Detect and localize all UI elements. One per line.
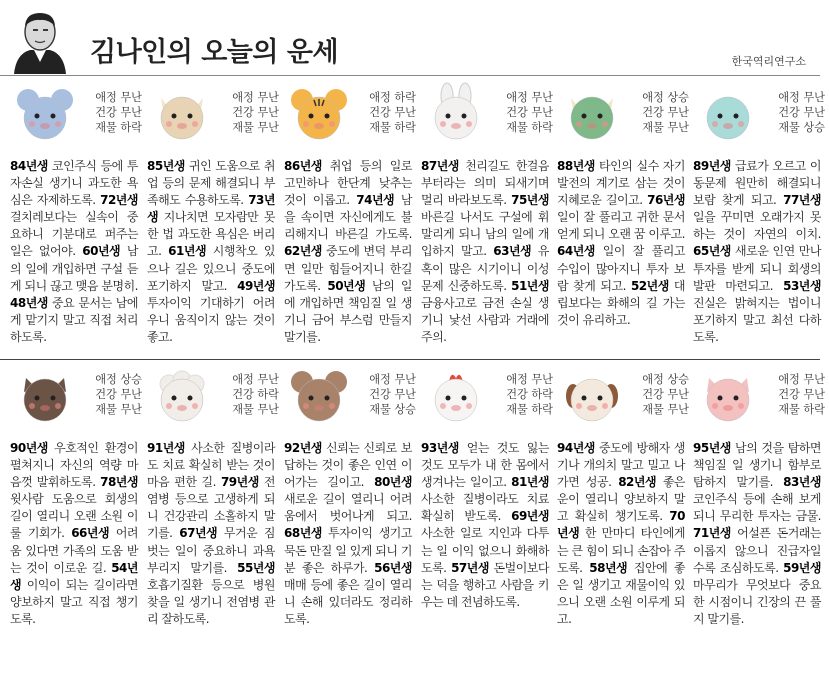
fortune-sentence: 한 만마디 타인에게는 큰 힘이 되니 손잡아 주도록. [557,526,685,575]
fortune-text [147,440,275,628]
fortune-text [693,158,821,346]
fortune-summary [346,90,416,135]
dog-icon [559,366,625,428]
birth-year: 85년생 [147,159,185,173]
fortune-line: 건강 하락 [232,388,279,401]
source-label: 한국역리연구소 [731,55,806,68]
birth-year: 64년생 [557,244,595,259]
fortune-line: 재물 무난 [95,403,142,416]
monkey-icon [286,366,352,428]
zodiac-cell-rat [10,80,146,360]
fortune-sentence: 사소한 질병이라도 치료 확실히 받도록. [421,492,549,524]
fortune-line: 재물 상승 [369,403,416,416]
zodiac-cell-tiger [284,80,420,360]
birth-year: 63년생 [493,244,532,259]
fortune-sentence: 어려움 있다면 가족의 도움 받는 것이 이로운 길. [10,526,139,575]
birth-year: 93년생 [421,441,459,455]
birth-year: 71년생 [693,526,731,541]
rabbit-icon [423,84,489,146]
fortune-line: 재물 상승 [778,121,825,134]
fortune-summary [619,90,689,135]
fortune-line: 애정 무난 [506,373,553,386]
zodiac-cell-rooster [421,362,557,642]
divider-top [0,75,820,76]
fortune-sentence: 남의 것을 탐하면 책임질 일 생기니 함부로 탐하지 말기를. [693,441,821,490]
fortune-line: 재물 하락 [369,121,416,134]
birth-year: 58년생 [589,560,628,575]
pig-icon [695,366,761,428]
birth-year: 79년생 [220,475,259,490]
fortune-sentence: 투자이익 생기고 묵돈 만질 일 있게 되니 기분 좋은 하루가. [284,526,412,575]
fortune-line: 애정 무난 [369,373,416,386]
fortune-sentence: 중요 문서는 남에게 맡기지 말고 직접 처리하도록. [10,295,138,344]
birth-year: 83년생 [783,475,821,490]
zodiac-cell-ox [147,80,283,360]
birth-year: 52년생 [630,278,669,293]
fortune-sentence: 일을 꾸미면 오래가지 못하는 것이 자연의 이치. [693,210,821,242]
fortune-sentence: 사소한 질병이라도 치료 확실히 받는 것이 마음 편한 길. [147,441,275,490]
birth-year: 55년생 [237,560,275,575]
birth-year: 94년생 [557,441,595,455]
birth-year: 77년생 [783,193,821,208]
fortune-text [284,158,412,346]
fortune-sentence: 취업 등의 일로 고민하나 한단계 낮추는 것이 이롭고. [284,159,412,208]
fortune-sentence: 신뢰는 신뢰로 보답하는 것이 좋은 인연 이어가는 길이고. [284,441,412,490]
fortune-line: 건강 무난 [778,106,825,119]
fortune-text [693,440,821,628]
fortune-summary [72,372,142,417]
fortune-sentence: 무거운 짐 벗는 일이 중요하니 과욕 부리지 말기를. [147,526,275,575]
fortune-sentence: 좋은 운이 열리니 양보하지 말고 확실히 챙기도록. [557,475,686,524]
rooster-icon [423,366,489,428]
fortune-text [421,158,549,346]
fortune-sentence: 집안에 좋은 일 생기고 재물이익 있으니 오랜 소원 이루게 되고. [557,560,685,626]
fortune-sentence: 중도에 방해자 생기나 개의치 말고 밀고 나가면 성공. [557,441,685,490]
fortune-line: 건강 무난 [95,388,142,401]
fortune-summary [209,90,279,135]
author-portrait [8,8,72,74]
birth-year: 65년생 [693,244,731,259]
tiger-icon [286,84,352,146]
fortune-sentence: 타인의 실수 자기발전의 계기로 삼는 것이 지혜로운 길이고. [557,159,685,208]
fortune-line: 애정 무난 [778,373,825,386]
birth-year: 90년생 [10,441,48,455]
birth-year: 57년생 [451,560,489,575]
fortune-line: 건강 무난 [506,106,553,119]
fortune-sentence: 남을 속이면 자신에게도 불리해지니 바른길 가도록. [284,193,412,242]
birth-year: 78년생 [100,475,138,490]
dragon-icon [559,84,625,146]
birth-year: 53년생 [783,278,821,293]
fortune-sentence: 어설픈 돈거래는 이롭지 않으니 진급자일수록 조심하도록. [693,526,821,575]
header [0,0,820,76]
fortune-line: 애정 상승 [642,373,689,386]
fortune-sentence: 남의 일에 개입하면 책임질 일 생기니 금어 부스럼 만들지 말기를. [284,278,413,344]
fortune-text [10,440,138,628]
fortune-sentence: 돈벌이보다는 덕을 행하고 사람을 키우는 데 전념하도록. [421,560,549,609]
zodiac-cell-sheep [147,362,283,642]
fortune-text [557,158,685,329]
fortune-sentence: 코인주식 등에 손해 보게 되니 무리한 투자는 금물. [693,492,821,524]
birth-year: 62년생 [284,244,322,259]
snake-icon [695,84,761,146]
zodiac-cell-pig [693,362,829,642]
birth-year: 66년생 [71,526,110,541]
rat-icon [12,84,78,146]
fortune-sentence: 코인주식 등에 투자손실 생기니 과도한 욕심은 자제하도록. [10,159,138,208]
fortune-sentence: 남의 일에 개입하면 구설 듣게 되니 끊고 맺음 분명히. [10,244,138,293]
fortune-line: 건강 무난 [95,106,142,119]
zodiac-cell-rabbit [421,80,557,360]
fortune-line: 건강 무난 [642,106,689,119]
birth-year: 95년생 [693,441,731,455]
fortune-sentence: 호흡기질환 등으로 병원 찾을 일 생기니 전염병 관리 잘하도록. [147,577,275,626]
fortune-sentence: 걸치레보다는 실속이 중요하니 기분대로 퍼주는 일은 없어야. [10,210,138,259]
fortune-line: 건강 무난 [642,388,689,401]
fortune-line: 애정 무난 [506,91,553,104]
fortune-line: 재물 무난 [232,403,279,416]
fortune-text [284,440,412,628]
fortune-line: 재물 무난 [642,121,689,134]
fortune-summary [209,372,279,417]
fortune-sentence: 이익이 되는 길이라면 양보하지 말고 직접 챙기도록. [10,577,138,626]
fortune-line: 애정 상승 [642,91,689,104]
fortune-line: 애정 무난 [95,91,142,104]
fortune-line: 애정 하락 [369,91,416,104]
zodiac-cell-dragon [557,80,693,360]
birth-year: 87년생 [421,159,459,173]
birth-year: 92년생 [284,441,322,455]
birth-year: 89년생 [693,159,731,173]
fortune-sentence: 금융사고로 금전 손실 생기니 낯선 사람과 거래에 주의. [421,295,549,344]
fortune-sentence: 일이 잘 풀리고 귀한 문서 얻게 되니 오랜 꿈 이루고. [557,210,685,242]
fortune-summary [72,90,142,135]
ox-icon [149,84,215,146]
fortune-sentence: 대립보다는 화해의 길 가는 것이 유리하고. [557,278,685,327]
fortune-sentence: 천리길도 한걸음 부터라는 의미 되새기며 멀리 바라보도록. [421,159,549,208]
fortune-sentence: 우호적인 환경이 펼쳐지니 자신의 역량 마음껏 발휘하도록. [10,441,138,490]
birth-year: 86년생 [284,159,322,173]
zodiac-cell-snake [693,80,829,360]
birth-year: 75년생 [511,193,549,208]
birth-year: 54년생 [10,560,138,592]
fortune-sentence: 중도에 변덕 부리면 일만 힘들어지니 한길 가도록. [284,244,412,293]
fortune-sentence: 시행착오 있으나 길은 있으니 중도에 포기하지 말고. [147,244,275,293]
zodiac-cell-horse [10,362,146,642]
birth-year: 88년생 [557,159,595,173]
fortune-sentence: 새로운 길이 열리니 어려움에서 벗어나게 되고. [284,492,412,524]
zodiac-cell-dog [557,362,693,642]
fortune-summary [483,372,553,417]
fortune-summary [346,372,416,417]
fortune-line: 애정 무난 [232,91,279,104]
fortune-summary [619,372,689,417]
birth-year: 69년생 [511,509,549,524]
fortune-sentence: 윗사람 도움으로 회생의 길이 열리니 오랜 소원 이룰 기회가. [10,492,138,541]
fortune-sentence: 얻는 것도 잃는 것도 모두가 내 한 몸에서 생겨나는 일이고. [421,441,549,490]
page-title: 김나인의 오늘의 운세 [90,37,339,68]
fortune-line: 재물 무난 [642,403,689,416]
fortune-line: 애정 무난 [232,373,279,386]
fortune-line: 재물 하락 [95,121,142,134]
fortune-line: 재물 하락 [778,403,825,416]
birth-year: 48년생 [10,295,48,310]
fortune-text [147,158,275,346]
fortune-line: 건강 하락 [506,388,553,401]
fortune-line: 재물 하락 [506,121,553,134]
fortune-sentence: 새로운 인연 만나 투자를 받게 되니 회생의 발판 마련되고. [693,244,821,293]
birth-year: 60년생 [82,244,121,259]
fortune-text [557,440,685,628]
fortune-sentence: 급료가 오르고 이동문제 원만히 해결되니 보람 찾게 되고. [693,159,821,208]
fortune-sentence: 전염병 등으로 고생하게 되니 건강관리 소홀하지 말기를. [147,475,275,541]
fortune-sentence: 유혹이 많은 시기이니 이성 문제 신중하도록. [421,244,549,293]
birth-year: 74년생 [356,193,395,208]
zodiac-cell-monkey [284,362,420,642]
fortune-text [10,158,138,346]
fortune-sentence: 사소한 일로 지인과 다투는 일 이익 없으니 화해하도록. [421,526,549,575]
fortune-line: 건강 무난 [369,106,416,119]
fortune-sentence: 지나치면 모자람만 못한 법 과도한 욕심은 버리고. [147,210,275,259]
fortune-text [421,440,549,611]
birth-year: 49년생 [237,278,275,293]
fortune-line: 애정 무난 [778,91,825,104]
fortune-sentence: 귀인 도움으로 취업 등의 문제 해결되니 부족해도 수용하도록. [147,159,275,208]
fortune-sentence: 마무리가 무엇보다 중요한 시점이니 긴장의 끈 풀지 말기를. [693,577,821,626]
fortune-line: 재물 무난 [232,121,279,134]
birth-year: 73년생 [147,193,275,225]
fortune-sentence: 매매 등에 좋은 길이 열리니 손해 있더라도 정리하도록. [284,577,412,626]
birth-year: 59년생 [783,560,821,575]
birth-year: 67년생 [179,526,218,541]
fortune-summary [755,372,825,417]
fortune-line: 재물 하락 [506,403,553,416]
fortune-line: 건강 무난 [369,388,416,401]
birth-year: 50년생 [327,278,366,293]
birth-year: 80년생 [374,475,412,490]
fortune-summary [755,90,825,135]
fortune-sentence: 진실은 밝혀지는 법이니 포기하지 말고 최선 다하도록. [693,295,821,344]
birth-year: 81년생 [511,475,549,490]
birth-year: 70년생 [557,509,685,541]
fortune-line: 건강 무난 [778,388,825,401]
birth-year: 84년생 [10,159,48,173]
fortune-sentence: 투자이익 기대하기 어려우니 움직이지 않는 것이 좋고. [147,295,275,344]
birth-year: 68년생 [284,526,322,541]
birth-year: 82년생 [618,475,657,490]
birth-year: 51년생 [511,278,549,293]
sheep-icon [149,366,215,428]
birth-year: 76년생 [647,193,685,208]
fortune-line: 건강 무난 [232,106,279,119]
fortune-sentence: 바른길 나서도 구설에 휘말리게 되니 남의 일에 개입하지 말고. [421,210,549,259]
fortune-sentence: 일이 잘 풀리고 수입이 많아지니 투자 보람 찾게 되고. [557,244,685,293]
fortune-line: 애정 상승 [95,373,142,386]
birth-year: 56년생 [374,560,412,575]
birth-year: 91년생 [147,441,185,455]
birth-year: 61년생 [168,244,207,259]
fortune-summary [483,90,553,135]
birth-year: 72년생 [100,193,138,208]
horse-icon [12,366,78,428]
